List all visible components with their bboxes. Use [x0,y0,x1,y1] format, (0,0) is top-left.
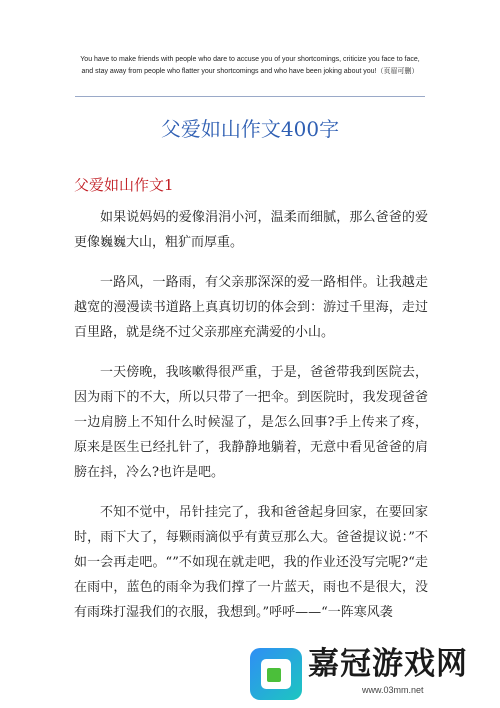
site-logo-icon [250,648,302,700]
body-text [74,205,428,640]
watermark-site-name: 嘉冠游戏网 [308,646,468,682]
header-divider [75,96,425,97]
header-line-1: You have to make friends with people who dare to accuse you of your shortcomings, criticize you face to face, [80,56,420,63]
header-line-2: and stay away from people who flatter your shortcomings and who have been joking about you!（页眉可删） [81,68,419,75]
paragraph-3: 一天傍晚，我咳嗽得很严重，于是，爸爸带我到医院去，因为雨下的不大，所以只带了一把伞。到医院时，我发现爸爸一边肩膀上不知什么时候湿了，是怎么回事?手上传来了疼，原来是医生已经扎针了，我静静地躺着，无意中看见爸爸的肩膀在抖，冷么?也许是吧。 [74,365,428,480]
document-title: 父爱如山作文400字 [160,117,340,141]
section-heading: 父爱如山作文1 [74,176,174,194]
paragraph-4: 不知不觉中，吊针挂完了，我和爸爸起身回家，在要回家时，雨下大了，每颗雨滴似乎有黄豆那么大。爸爸提议说：”不如一会再走吧。“”不如现在就走吧，我的作业还没写完呢?“走在雨中，蓝色的雨伞为我们撑了一片蓝天，雨也不是很大，没有雨珠打湿我们的衣服，我想到。”呼呼——“一阵寒风袭 [74,505,428,620]
paragraph-2: 一路风，一路雨，有父亲那深深的爱一路相伴。让我越走越宽的漫漫读书道路上真真切切的体会到：游过千里海，走过百里路，就是绕不过父亲那座充满爱的小山。 [74,275,428,340]
watermark-url: www.03mm.net [362,685,424,695]
site-watermark [250,645,485,701]
paragraph-1: 如果说妈妈的爱像涓涓小河，温柔而细腻，那么爸爸的爱更像巍巍大山，粗犷而厚重。 [74,210,428,250]
page-header [70,54,430,78]
